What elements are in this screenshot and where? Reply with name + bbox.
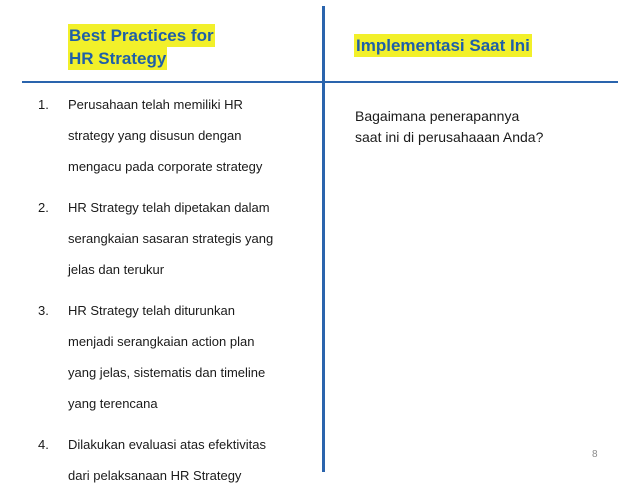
item-number: 1. [38, 97, 49, 112]
best-practices-list [38, 89, 308, 501]
list-item [38, 295, 308, 419]
item-line: Dilakukan evaluasi atas efektivitas [68, 437, 266, 452]
item-line: HR Strategy telah diturunkan [68, 303, 235, 318]
heading-line-2: HR Strategy [69, 49, 167, 68]
implementation-heading: Implementasi Saat Ini [356, 36, 530, 55]
item-text [68, 192, 300, 285]
item-line: yang terencana [68, 396, 158, 411]
list-item [38, 89, 308, 182]
list-item [38, 429, 308, 491]
item-line: menjadi serangkaian action plan [68, 334, 255, 349]
item-number: 2. [38, 200, 49, 215]
item-text [68, 89, 300, 182]
item-line: HR Strategy telah dipetakan dalam [68, 200, 270, 215]
page-number: 8 [592, 449, 598, 460]
vertical-divider [322, 6, 325, 472]
implementation-question [355, 106, 605, 148]
item-line: dari pelaksanaan HR Strategy [68, 468, 242, 483]
item-line: strategy yang disusun dengan [68, 128, 242, 143]
item-text [68, 295, 300, 419]
item-number: 4. [38, 437, 49, 452]
item-line: yang jelas, sistematis dan timeline [68, 365, 266, 380]
item-line: serangkaian sasaran strategis yang [68, 231, 274, 246]
item-line: jelas dan terukur [68, 262, 165, 277]
question-line-2: saat ini di perusahaaan Anda? [355, 129, 544, 145]
item-line: Perusahaan telah memiliki HR [68, 97, 243, 112]
best-practices-heading [68, 24, 288, 70]
item-number: 3. [38, 303, 49, 318]
list-item [38, 192, 308, 285]
item-line: mengacu pada corporate strategy [68, 159, 263, 174]
question-line-1: Bagaimana penerapannya [355, 108, 520, 124]
item-text [68, 429, 300, 491]
horizontal-divider [22, 81, 618, 83]
heading-line-1: Best Practices for [69, 26, 214, 45]
